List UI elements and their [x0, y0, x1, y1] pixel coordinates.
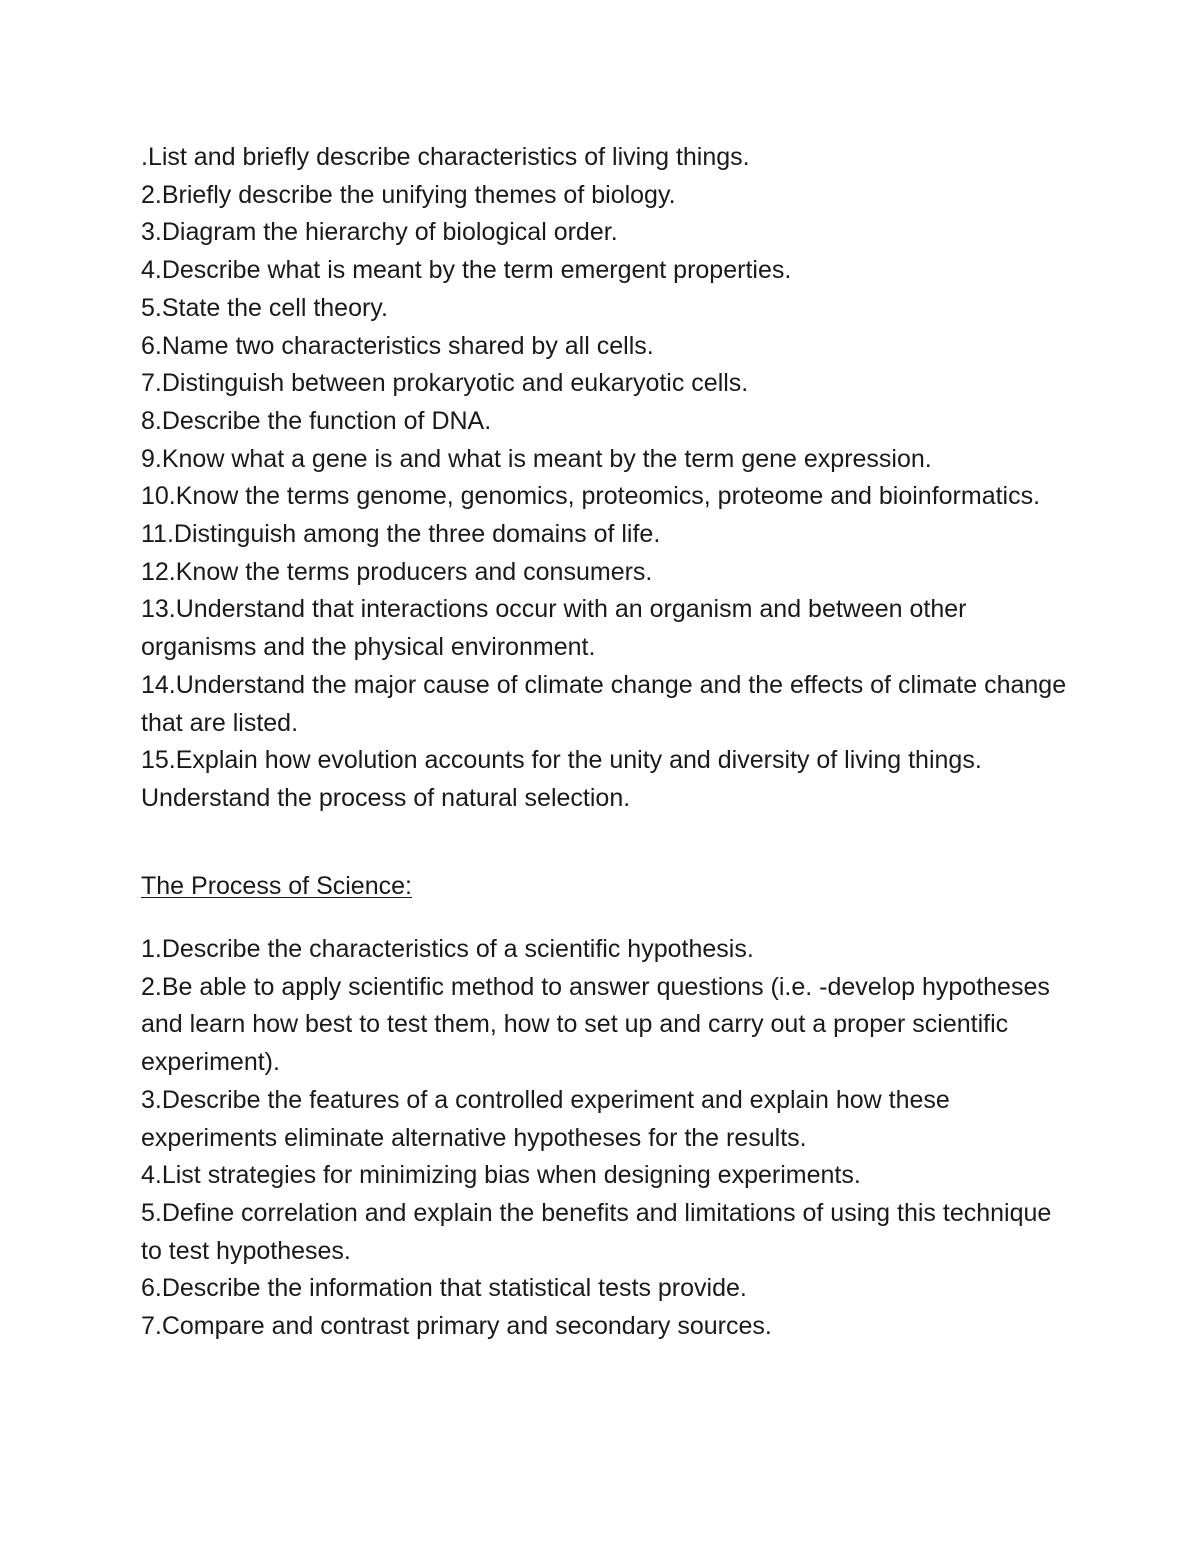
list-item: 7.Distinguish between prokaryotic and eukaryotic cells. — [141, 369, 749, 398]
objectives-list — [141, 139, 1071, 818]
list-item: 2.Be able to apply scientific method to answer questions (i.e. -develop hypotheses and learn how best to test them, how to set up and carry out a proper scientific experiment). — [141, 972, 1050, 1077]
list-item: 4.Describe what is meant by the term emergent properties. — [141, 256, 792, 285]
list-item: 14.Understand the major cause of climate change and the effects of climate change that are listed. — [141, 670, 1067, 737]
list-item: 9.Know what a gene is and what is meant by the term gene expression. — [141, 444, 932, 473]
process-of-science-list — [141, 931, 1071, 1346]
list-item: .List and briefly describe characteristics of living things. — [141, 143, 750, 171]
list-item: 8.Describe the function of DNA. — [141, 406, 492, 435]
list-item: 15.Explain how evolution accounts for the unity and diversity of living things. Understand the process of natural selection. — [141, 746, 982, 812]
list-item: 3.Diagram the hierarchy of biological order. — [141, 218, 618, 247]
list-item: 11.Distinguish among the three domains of life. — [141, 520, 661, 549]
section-heading: The Process of Science: — [141, 872, 412, 900]
list-item: 1.Describe the characteristics of a scientific hypothesis. — [141, 935, 754, 963]
list-item: 13.Understand that interactions occur with an organism and between other organisms and the physical environment. — [141, 595, 967, 662]
list-item: 5.Define correlation and explain the benefits and limitations of using this technique to test hypotheses. — [141, 1198, 1052, 1265]
list-item: 6.Describe the information that statistical tests provide. — [141, 1274, 747, 1303]
list-item: 3.Describe the features of a controlled experiment and explain how these experiments eliminate alternative hypotheses for the results. — [141, 1085, 950, 1152]
list-item: 12.Know the terms producers and consumers. — [141, 557, 653, 586]
list-item: 7.Compare and contrast primary and secondary sources. — [141, 1312, 772, 1341]
list-item: 6.Name two characteristics shared by all cells. — [141, 331, 654, 360]
list-item: 5.State the cell theory. — [141, 293, 388, 322]
list-item: 2.Briefly describe the unifying themes of biology. — [141, 180, 676, 209]
list-item: 10.Know the terms genome, genomics, proteomics, proteome and bioinformatics. — [141, 482, 1041, 511]
list-item: 4.List strategies for minimizing bias when designing experiments. — [141, 1161, 861, 1190]
